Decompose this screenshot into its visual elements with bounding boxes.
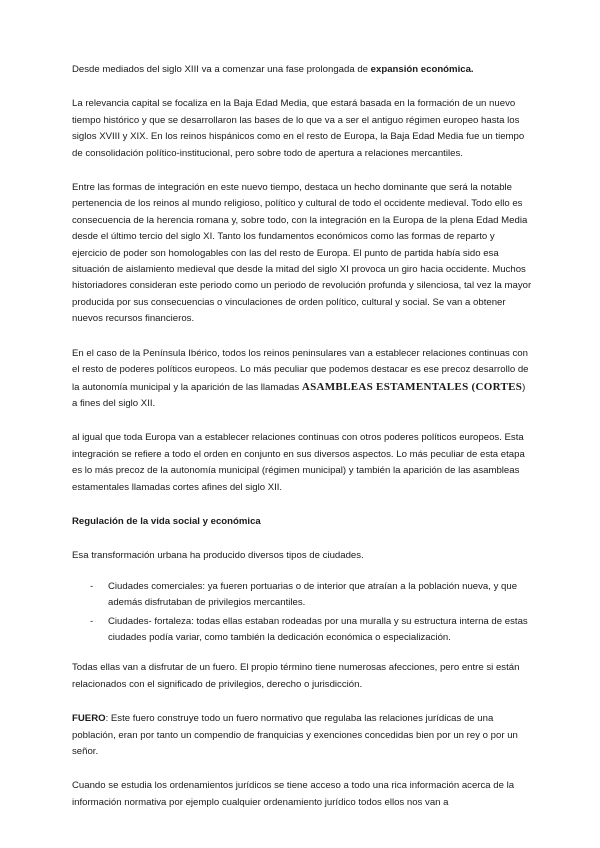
paragraph-fuero-intro: Todas ellas van a disfrutar de un fuero. El propio término tiene numerosas afecciones, pero entre si están relacionados con el significado de privilegios, derecho o jurisdicción. [72, 662, 520, 690]
paragraph-europa: al igual que toda Europa van a establecer relaciones continuas con otros poderes políticos europeos. Esta integración se refiere a todo el orden en conjunto en sus diversos aspectos. Lo más peculiar de esta etapa es lo más precoz de la autonomía municipal (régimen municipal) y también la aparición de las asambleas estamentales llamadas cortes afines del siglo XII. [72, 432, 525, 493]
dash-marker: - [90, 615, 94, 627]
list-item [72, 614, 532, 647]
paragraph-peninsula [72, 346, 532, 413]
peninsula-text: En el caso de la Península Ibérico, todos los reinos peninsulares van a establecer relaciones continuas con el resto de poderes políticos europeos. Lo más peculiar que podemos destacar es ese precoz desarrollo de la autonomía municipal y la aparición de las llamadas [72, 347, 529, 393]
list-item [72, 579, 532, 612]
paragraph-baja-edad-media: La relevancia capital se focaliza en la Baja Edad Media, que estará basada en la formación de un nuevo tiempo histórico y que se desarrollaron las bases de lo que va a ser el antiguo régimen europeo hasta los siglos XVIII y XIX. En los reinos hispánicos como en el resto de Europa, la Baja Edad Media fue un tiempo de consolidación político-institucional, pero sobre todo de apertura a relaciones mercantiles. [72, 98, 525, 159]
paragraph-integracion: Entre las formas de integración en este nuevo tiempo, destaca un hecho dominante que será la notable pertenencia de los reinos al mundo religioso, político y cultural de todo el occidente medieval. Todo ello es consecuencia de la herencia romana y, sobre todo, con la integración en la Europa de la plena Edad Media desde el último tercio del siglo XI. Tanto los fundamentos económicos como las formas de reparto y ejercicio de poder son homologables con las del resto de Europa. El punto de partida había sido esa situación de aislamiento medieval que desde la mitad del siglo XI provoca un giro hacia occidente. Muchos historiadores consideran este periodo como un periodo de revolución profunda y silenciosa, tal vez la mayor producida por sus consecuencias o vinculaciones de orden político, cultural y social. Se van a obtener nuevos recursos financieros. [72, 182, 532, 325]
asambleas-emphasis: ASAMBLEAS ESTAMENTALES (CORTES [301, 380, 523, 393]
dash-marker: - [90, 580, 94, 592]
peninsula-tail: ) a fines del siglo XII. [72, 381, 526, 409]
paragraph-intro [72, 62, 532, 78]
paragraph-ordenamientos: Cuando se estudia los ordenamientos jurídicos se tiene acceso a todo una rica información acerca de la información normativa por ejemplo cualquier ordenamiento jurídico todos ellos nos van a [72, 780, 515, 808]
fuero-definition: : Este fuero construye todo un fuero normativo que regulaba las relaciones jurídicas de una población, eran por tanto un compendio de franquicias y exenciones concedidas bien por un rey o por un señor. [72, 713, 518, 757]
paragraph-fuero [72, 711, 532, 760]
fuero-term: FUERO [72, 713, 106, 725]
paragraph-transformacion: Esa transformación urbana ha producido diversos tipos de ciudades. [72, 550, 364, 562]
list-item-text: Ciudades- fortaleza: todas ellas estaban rodeadas por una muralla y su estructura interna de estas ciudades podía variar, como también la dedicación económica o especialización. [108, 615, 528, 643]
document-page [72, 62, 532, 829]
section-heading: Regulación de la vida social y económica [72, 515, 261, 527]
intro-text: Desde mediados del siglo XIII va a comenzar una fase prolongada de [72, 64, 371, 75]
intro-bold: expansión económica. [370, 64, 474, 75]
list-item-text: Ciudades comerciales: ya fueren portuarias o de interior que atraían a la población nueva, y que además disfrutaban de privilegios mercantiles. [108, 580, 518, 609]
city-types-list [72, 579, 532, 647]
